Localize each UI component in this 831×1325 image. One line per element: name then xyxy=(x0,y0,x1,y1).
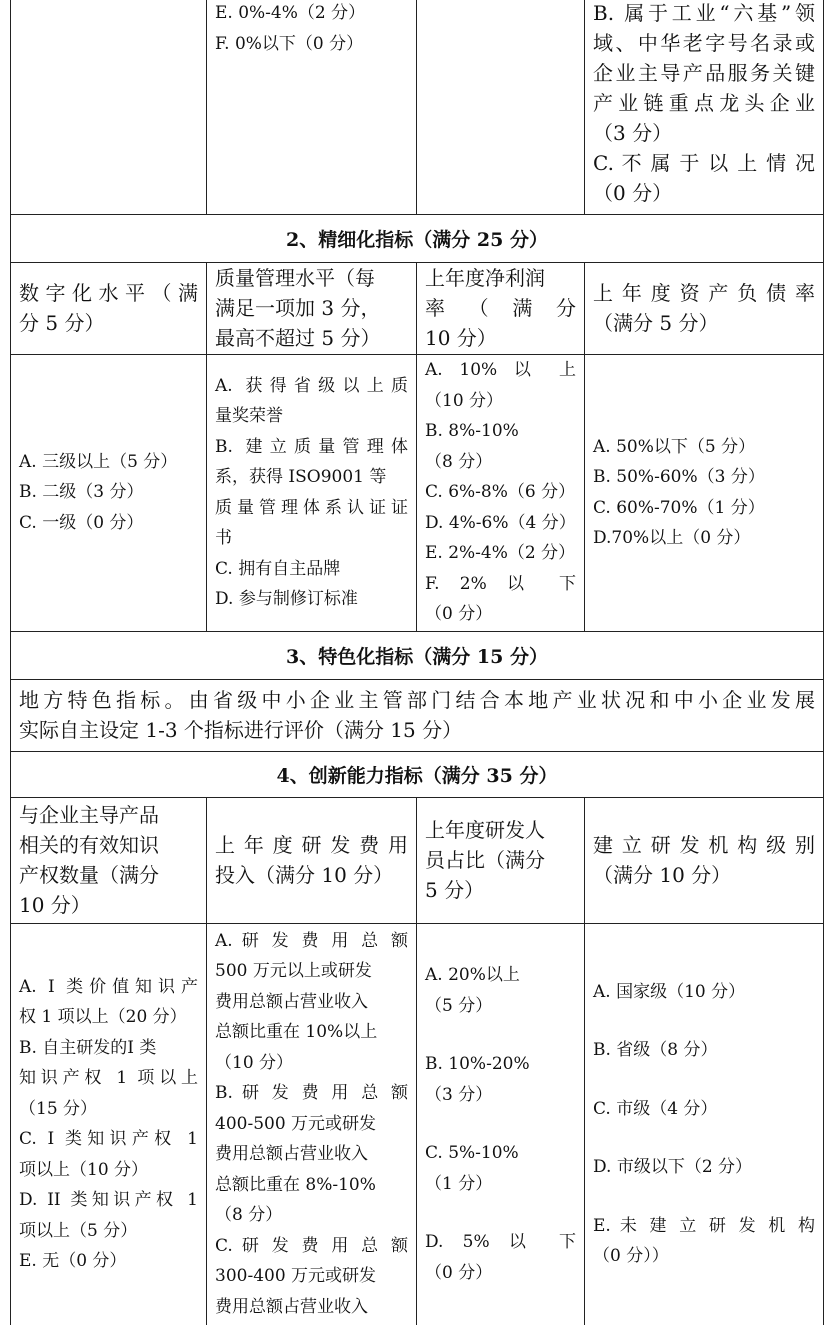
option-text: 500 万元以上或研发 xyxy=(215,961,372,981)
option-text: 费用总额占营业收入 xyxy=(215,1296,368,1317)
header-line: 与企业主导产品 xyxy=(19,803,159,827)
option-text: C. 6%-8%（6 分） xyxy=(425,482,576,503)
option-text: A. 三级以上（5 分） xyxy=(19,451,178,472)
option-text: B. 自主研发的I 类 xyxy=(19,1037,157,1058)
option-text: 权 1 项以上（20 分） xyxy=(19,1007,187,1028)
description-line: 实际自主设定 1-3 个指标进行评价（满分 15 分） xyxy=(19,718,463,742)
header-quality-management xyxy=(207,262,417,354)
option-text: 产业链重点龙头企业 xyxy=(593,91,815,115)
option-text: C. 60%-70%（1 分） xyxy=(593,497,765,518)
option-text: F. 0%以下（0 分） xyxy=(215,33,364,54)
option-text: A. 50%以下（5 分） xyxy=(593,436,756,457)
option-text: E. 2%-4%（2 分） xyxy=(425,543,576,564)
header-line: 投入（满分 10 分） xyxy=(215,863,394,887)
quality-options xyxy=(207,354,417,631)
option-text: C. 5%-10% xyxy=(425,1143,519,1164)
header-line: （满分 5 分） xyxy=(593,311,719,335)
option-text: （8 分） xyxy=(425,451,493,472)
header-asset-liability-ratio xyxy=(585,262,824,354)
section-title: 4、创新能力指标（满分 35 分） xyxy=(11,751,824,797)
option-text: C. 市级（4 分） xyxy=(593,1098,718,1119)
option-text: C. 不 属 于 以 上 情 况 xyxy=(593,151,815,175)
evaluation-criteria-table xyxy=(10,0,824,1325)
option-text: A. 研 发 费 用 总 额 xyxy=(215,930,408,951)
section-4-header-row xyxy=(11,797,824,923)
section-2-title-row xyxy=(11,214,824,262)
header-line: 率 （ 满 分 xyxy=(425,296,576,320)
section-3-title-row xyxy=(11,631,824,679)
header-line: 产权数量（满分 xyxy=(19,863,159,887)
option-text: A. 20%以上 xyxy=(425,965,520,986)
option-text: E. 未 建 立 研 发 机 构 xyxy=(593,1215,815,1236)
option-text: D. II 类知识产权 1 xyxy=(19,1190,198,1211)
option-text: 费用总额占营业收入 xyxy=(215,991,368,1012)
section-3-description xyxy=(11,679,824,751)
option-text: 域、中华老字号名录或 xyxy=(593,31,815,55)
header-line: 10 分） xyxy=(19,893,91,917)
header-line: 上年度研发费用 xyxy=(215,833,408,857)
option-text: （1 分） xyxy=(425,1173,493,1194)
option-text: D. 参与制修订标准 xyxy=(215,589,358,609)
option-text: （0 分）） xyxy=(593,1246,669,1267)
header-line: 相关的有效知识 xyxy=(19,833,159,857)
section-3-body-row xyxy=(11,679,824,751)
industry-options-continued xyxy=(585,0,824,214)
option-text: 费用总额占营业收入 xyxy=(215,1144,368,1164)
option-text: C. I 类知识产权 1 xyxy=(19,1129,198,1150)
header-line: 质量管理水平（每 xyxy=(215,266,375,290)
description-line: 地方特色指标。由省级中小企业主管部门结合本地产业状况和中小企业发展 xyxy=(19,688,815,712)
option-text: （10 分） xyxy=(215,1052,294,1073)
option-text: 质量管理体系认证证 xyxy=(215,497,408,518)
option-text: 书 xyxy=(215,528,232,548)
header-rd-expense xyxy=(207,797,417,923)
header-net-profit-rate xyxy=(417,262,585,354)
option-text: C. 一级（0 分） xyxy=(19,512,144,533)
empty-cell xyxy=(11,0,207,214)
option-text: （15 分） xyxy=(19,1098,98,1119)
option-text: （0 分） xyxy=(425,1262,493,1283)
ip-count-options xyxy=(11,923,207,1325)
option-text: C. 拥有自主品牌 xyxy=(215,558,341,579)
option-text: D. 4%-6%（4 分） xyxy=(425,512,576,533)
option-text: 量奖荣誉 xyxy=(215,406,283,426)
asset-liability-options xyxy=(585,354,824,631)
rd-expense-options xyxy=(207,923,417,1325)
option-text: 300-400 万元或研发 xyxy=(215,1266,377,1286)
option-text: A. 10% 以 上 xyxy=(425,360,576,381)
option-text: C. 研 发 费 用 总 额 xyxy=(215,1235,408,1256)
option-text: 项以上（5 分） xyxy=(19,1220,138,1241)
option-text: D. 5% 以 下 xyxy=(425,1232,576,1253)
option-text: A. I 类价值知识产 xyxy=(19,976,198,997)
option-text: 企业主导产品服务关键 xyxy=(593,61,815,85)
net-profit-options xyxy=(417,354,585,631)
header-line: 分 5 分） xyxy=(19,311,105,335)
section-title: 2、精细化指标（满分 25 分） xyxy=(11,214,824,262)
option-text: B. 研 发 费 用 总 额 xyxy=(215,1083,408,1103)
option-text: B. 50%-60%（3 分） xyxy=(593,467,765,487)
option-text: B. 10%-20% xyxy=(425,1054,530,1075)
option-text: （0 分） xyxy=(593,181,673,205)
header-line: 最高不超过 5 分） xyxy=(215,326,381,350)
option-text: D.70%以上（0 分） xyxy=(593,528,751,548)
header-ip-count xyxy=(11,797,207,923)
option-text: B. 二级（3 分） xyxy=(19,482,144,503)
header-line: （满分 10 分） xyxy=(593,863,732,887)
profit-options-continued xyxy=(207,0,417,214)
option-text: 400-500 万元或研发 xyxy=(215,1113,377,1134)
option-text: （10 分） xyxy=(425,390,504,411)
option-text: 总额比重在 8%-10% xyxy=(215,1174,376,1195)
option-text: B. 建立质量管理体 xyxy=(215,436,408,457)
header-line: 建立研发机构级别 xyxy=(593,833,815,857)
option-text: 知识产权 1 项以上 xyxy=(19,1068,198,1089)
header-line: 上年度资产负债率 xyxy=(593,281,815,305)
option-text: （5 分） xyxy=(425,995,493,1016)
option-text: （8 分） xyxy=(215,1205,283,1225)
rd-staff-options xyxy=(417,923,585,1325)
header-line: 上年度研发人 xyxy=(425,818,545,842)
section-2-options-row xyxy=(11,354,824,631)
option-text: A. 获得省级以上质 xyxy=(215,375,408,396)
option-text: D. 市级以下（2 分） xyxy=(593,1157,753,1178)
empty-cell xyxy=(417,0,585,214)
header-rd-staff-ratio xyxy=(417,797,585,923)
option-text: 项以上（10 分） xyxy=(19,1159,149,1180)
header-line: 10 分） xyxy=(425,326,497,350)
header-line: 数字化水平（满 xyxy=(19,281,198,305)
header-rd-institution xyxy=(585,797,824,923)
rd-institution-options xyxy=(585,923,824,1325)
option-text: （0 分） xyxy=(425,604,493,625)
header-line: 员占比（满分 xyxy=(425,848,545,872)
option-text: E. 无（0 分） xyxy=(19,1251,127,1272)
option-text: 系，获得 ISO9001 等 xyxy=(215,467,387,487)
option-text: （3 分） xyxy=(425,1084,493,1105)
option-text: B. 8%-10% xyxy=(425,421,519,442)
section-4-options-row xyxy=(11,923,824,1325)
option-text: E. 0%-4%（2 分） xyxy=(215,3,366,23)
continuation-row xyxy=(11,0,824,214)
section-4-title-row xyxy=(11,751,824,797)
option-text: A. 国家级（10 分） xyxy=(593,981,746,1002)
option-text: B. 省级（8 分） xyxy=(593,1040,718,1061)
header-line: 上年度净利润 xyxy=(425,266,545,290)
option-text: B. 属于工业“六基”领 xyxy=(593,1,815,25)
digitalization-options xyxy=(11,354,207,631)
section-title: 3、特色化指标（满分 15 分） xyxy=(11,631,824,679)
header-digitalization xyxy=(11,262,207,354)
section-2-header-row xyxy=(11,262,824,354)
option-text: F. 2% 以 下 xyxy=(425,573,576,594)
header-line: 满足一项加 3 分， xyxy=(215,296,381,320)
option-text: （3 分） xyxy=(593,121,673,145)
header-line: 5 分） xyxy=(425,878,485,902)
option-text: 总额比重在 10%以上 xyxy=(215,1022,378,1042)
